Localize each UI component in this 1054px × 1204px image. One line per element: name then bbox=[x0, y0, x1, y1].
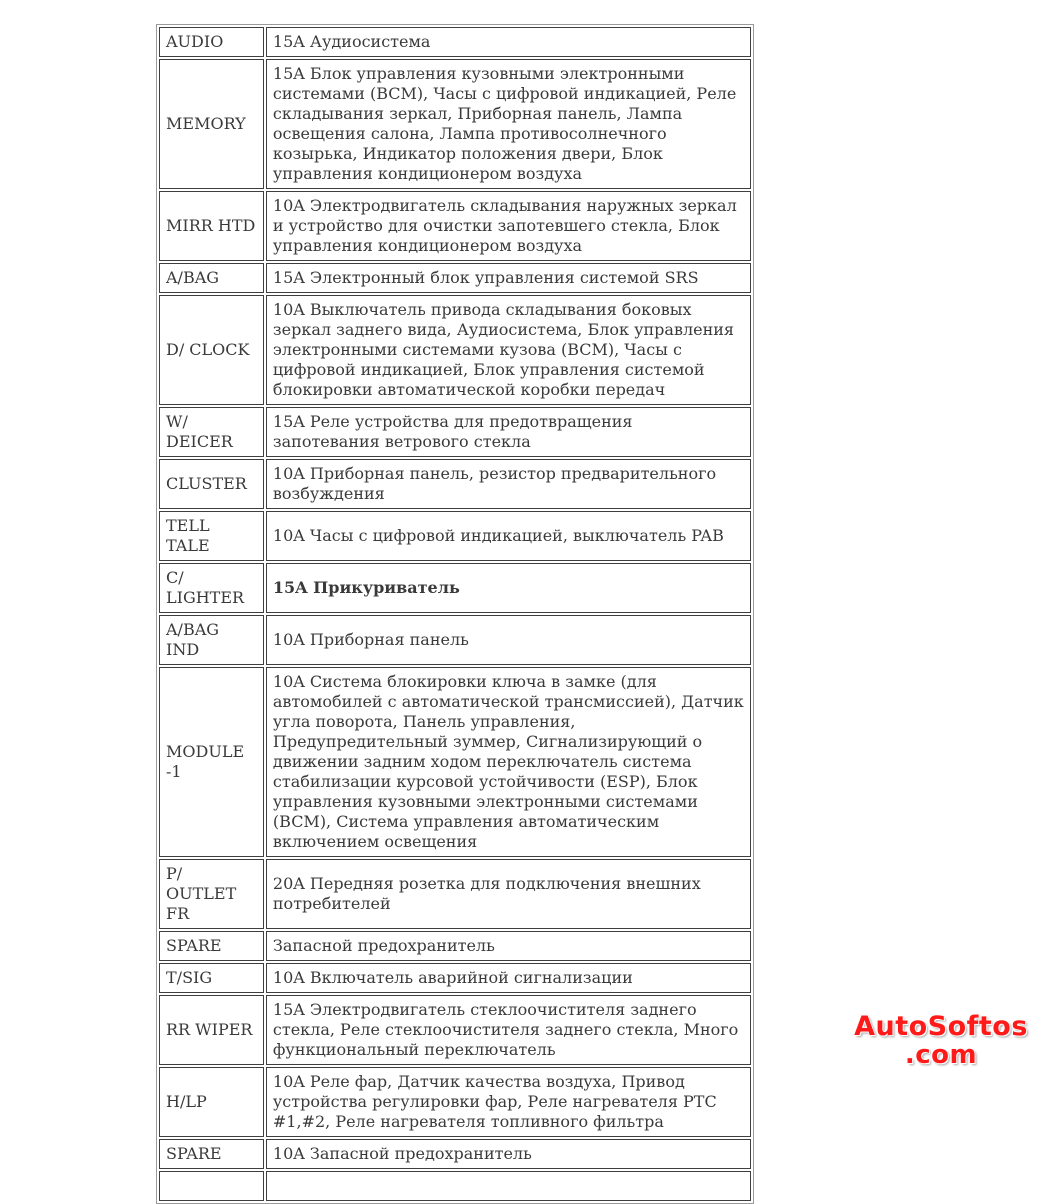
fuse-description-cell: 20A Передняя розетка для подключения внешних потребителей bbox=[266, 859, 751, 929]
fuse-name-cell: A/BAG IND bbox=[159, 615, 264, 665]
table-row bbox=[159, 995, 751, 1065]
fuse-description-cell: 10A Запасной предохранитель bbox=[266, 1139, 751, 1169]
fuse-description-cell: 10A Приборная панель bbox=[266, 615, 751, 665]
table-row bbox=[159, 27, 751, 57]
table-row bbox=[159, 563, 751, 613]
fuse-name-cell: CLUSTER bbox=[159, 459, 264, 509]
fuse-description-cell bbox=[266, 1171, 751, 1201]
fuse-name-cell bbox=[159, 1171, 264, 1201]
fuse-name-cell: A/BAG bbox=[159, 263, 264, 293]
fuse-description-cell: 15A Электронный блок управления системой SRS bbox=[266, 263, 751, 293]
fuse-description-cell: 15A Аудиосистема bbox=[266, 27, 751, 57]
fuse-name-cell: AUDIO bbox=[159, 27, 264, 57]
fuse-description-cell: 10A Реле фар, Датчик качества воздуха, Привод устройства регулировки фар, Реле нагревателя PTC #1,#2, Реле нагревателя топливного фильтра bbox=[266, 1067, 751, 1137]
table-row bbox=[159, 263, 751, 293]
fuse-name-cell: W/ DEICER bbox=[159, 407, 264, 457]
fuse-description-cell: 15A Реле устройства для предотвращения запотевания ветрового стекла bbox=[266, 407, 751, 457]
fuse-description-cell: 15A Прикуриватель bbox=[266, 563, 751, 613]
fuse-name-cell: MIRR HTD bbox=[159, 191, 264, 261]
fuse-name-cell: P/ OUTLET FR bbox=[159, 859, 264, 929]
table-row bbox=[159, 59, 751, 189]
table-row bbox=[159, 615, 751, 665]
fuse-description-cell: 10A Выключатель привода складывания боковых зеркал заднего вида, Аудиосистема, Блок управления электронными системами кузова (BCM), Часы с цифровой индикацией, Блок управления системой блокировки автоматической коробки передач bbox=[266, 295, 751, 405]
table-row bbox=[159, 1171, 751, 1201]
fuse-description-cell: 10A Включатель аварийной сигнализации bbox=[266, 963, 751, 993]
fuse-description-cell: 10A Система блокировки ключа в замке (для автомобилей с автоматической трансмиссией), Датчик угла поворота, Панель управления, Предупредительный зуммер, Сигнализирующий о движении задним ходом переключатель система стабилизации курсовой устойчивости (ESP), Блок управления кузовными электронными системами (BCM), Система управления автоматическим включением освещения bbox=[266, 667, 751, 857]
fuse-description-cell: 15A Блок управления кузовными электронными системами (BCM), Часы с цифровой индикацией, Реле складывания зеркал, Приборная панель, Лампа освещения салона, Лампа противосолнечного козырька, Индикатор положения двери, Блок управления кондиционером воздуха bbox=[266, 59, 751, 189]
fuse-name-cell: MEMORY bbox=[159, 59, 264, 189]
fuse-description-cell: 15A Электродвигатель стеклоочистителя заднего стекла, Реле стеклоочистителя заднего стекла, Много функциональный переключатель bbox=[266, 995, 751, 1065]
table-row bbox=[159, 191, 751, 261]
fuse-name-cell: D/ CLOCK bbox=[159, 295, 264, 405]
fuse-name-cell: C/ LIGHTER bbox=[159, 563, 264, 613]
fuse-name-cell: RR WIPER bbox=[159, 995, 264, 1065]
fuse-name-cell: H/LP bbox=[159, 1067, 264, 1137]
table-row bbox=[159, 667, 751, 857]
fuse-name-cell: TELL TALE bbox=[159, 511, 264, 561]
fuse-table bbox=[156, 24, 754, 1204]
watermark-line1: AutoSoftos bbox=[854, 1011, 1028, 1042]
fuse-description-cell: 10A Приборная панель, резистор предварительного возбуждения bbox=[266, 459, 751, 509]
table-row bbox=[159, 511, 751, 561]
fuse-name-cell: SPARE bbox=[159, 931, 264, 961]
fuse-description-cell: 10A Часы с цифровой индикацией, выключатель PAB bbox=[266, 511, 751, 561]
fuse-name-cell: T/SIG bbox=[159, 963, 264, 993]
table-row bbox=[159, 295, 751, 405]
table-row bbox=[159, 1139, 751, 1169]
fuse-table-body bbox=[159, 27, 751, 1201]
watermark-line2: .com bbox=[904, 1040, 978, 1070]
fuse-description-cell: 10A Электродвигатель складывания наружных зеркал и устройство для очистки запотевшего стекла, Блок управления кондиционером воздуха bbox=[266, 191, 751, 261]
table-row bbox=[159, 859, 751, 929]
table-row bbox=[159, 1067, 751, 1137]
table-row bbox=[159, 407, 751, 457]
fuse-name-cell: SPARE bbox=[159, 1139, 264, 1169]
table-row bbox=[159, 459, 751, 509]
watermark-logo bbox=[846, 1012, 1036, 1070]
fuse-name-cell: MODULE -1 bbox=[159, 667, 264, 857]
table-row bbox=[159, 931, 751, 961]
fuse-description-cell: Запасной предохранитель bbox=[266, 931, 751, 961]
table-row bbox=[159, 963, 751, 993]
